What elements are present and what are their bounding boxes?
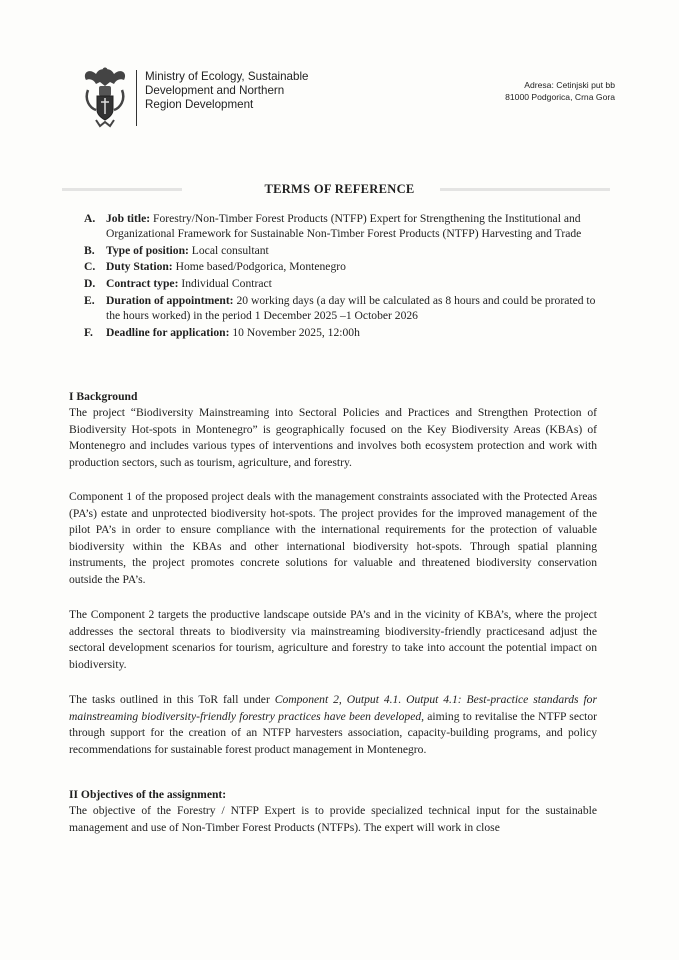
item-label: Job title:: [106, 212, 151, 225]
item-text: 20 working days (a day will be calculated as 8 hours and could be prorated to the hours worked) in the period 1 December 2025 –1 October 2026: [106, 293, 596, 322]
item-text: 10 November 2025, 12:00h: [232, 325, 360, 339]
ministry-line: Region Development: [145, 98, 254, 112]
letterhead: [80, 66, 620, 136]
item-letter: B.: [84, 243, 95, 257]
address-line: 81000 Podgorica, Crna Gora: [505, 92, 615, 102]
document-title: TERMS OF REFERENCE: [264, 182, 415, 196]
item-label: Duration of appointment:: [106, 293, 234, 307]
tasks-text: aiming to revitalise the NTFP sector through support for the creation of an NTFP harvesters association, capacity-building programs, and policy recommendations for sustainable forest product management in Montenegro.: [69, 709, 597, 756]
tasks-output-reference: Component 2, Output 4.1. Output 4.1: Best-practice standards for mainstreaming biodiversity-friendly forestry practices have been developed,: [69, 693, 597, 723]
ministry-line: Development and Northern: [145, 84, 285, 98]
list-item: [84, 277, 604, 292]
ministry-line: Ministry of Ecology, Sustainable: [145, 70, 309, 83]
tasks-paragraph: [69, 692, 597, 758]
coat-of-arms-icon: [80, 66, 130, 130]
component2-paragraph: The Component 2 targets the productive landscape outside PA’s and in the vicinity of KBA’s, where the project addresses the sectoral threats to biodiversity via mainstreaming biodiversity-friendly practicesand adjust the sectoral development scenarios for tourism, agriculture and forestry to take into account the potential impact on biodiversity.: [69, 608, 597, 671]
list-item: [84, 244, 604, 259]
item-letter: C.: [84, 260, 96, 274]
item-letter: D.: [84, 277, 96, 291]
background-paragraph: The project “Biodiversity Mainstreaming into Sectoral Policies and Practices and Strengthen Protection of Biodiversity Hot-spots in Montenegro” is geographically focused on the Key Biodiversity Areas (KBAs) of Montenegro and includes various types of interventions and involves both ecosystem protection and work with production sectors, such as tourism, agriculture, and forestry.: [69, 406, 597, 469]
objectives-heading: II Objectives of the assignment:: [69, 788, 227, 801]
ministry-address: [415, 79, 615, 103]
list-item: [84, 326, 604, 341]
tasks-text: The tasks outlined in this ToR fall under: [69, 693, 275, 706]
item-label: Type of position:: [106, 243, 189, 257]
item-letter: F.: [84, 325, 93, 339]
address-line: Adresa: Cetinjski put bb: [524, 80, 615, 90]
item-text: Individual Contract: [181, 277, 272, 291]
objectives-paragraph: The objective of the Forestry / NTFP Expert is to provide specialized technical input for the sustainable management and use of Non-Timber Forest Products (NTFPs). The expert will work in close: [69, 804, 597, 834]
item-text: Local consultant: [191, 243, 269, 257]
item-letter: A.: [84, 212, 96, 225]
background-heading: I Background: [69, 390, 138, 403]
list-item: [84, 212, 604, 242]
list-item: [84, 260, 604, 275]
item-label: Duty Station:: [106, 260, 173, 274]
item-text: Home based/Podgorica, Montenegro: [175, 260, 346, 274]
item-label: Contract type:: [106, 277, 179, 291]
item-letter: E.: [84, 293, 95, 307]
job-details-list: [84, 212, 604, 342]
component1-paragraph: Component 1 of the proposed project deals with the management constraints associated with the Protected Areas (PA’s) estate and unprotected biodiversity hot-spots. The project provides for the improved management of the pilot PA’s in order to ensure compliance with the international requirements for the protection of valuable biodiversity within the KBAs and other international biodiversity hot-spots. Through spatial planning instruments, the project promotes concrete solutions for valuable and threatened biodiversity conservation outside the PA’s.: [69, 490, 597, 586]
item-label: Deadline for application:: [106, 325, 230, 339]
header-divider: [136, 70, 137, 126]
item-text: Forestry/Non-Timber Forest Products (NTFP) Expert for Strengthening the Institutional and Organizational Framework for Sustainable Non-Timber Forest Products (NTFP) Harvesting and Trade: [106, 212, 582, 240]
ministry-name: [145, 70, 355, 113]
list-item: [84, 294, 604, 324]
